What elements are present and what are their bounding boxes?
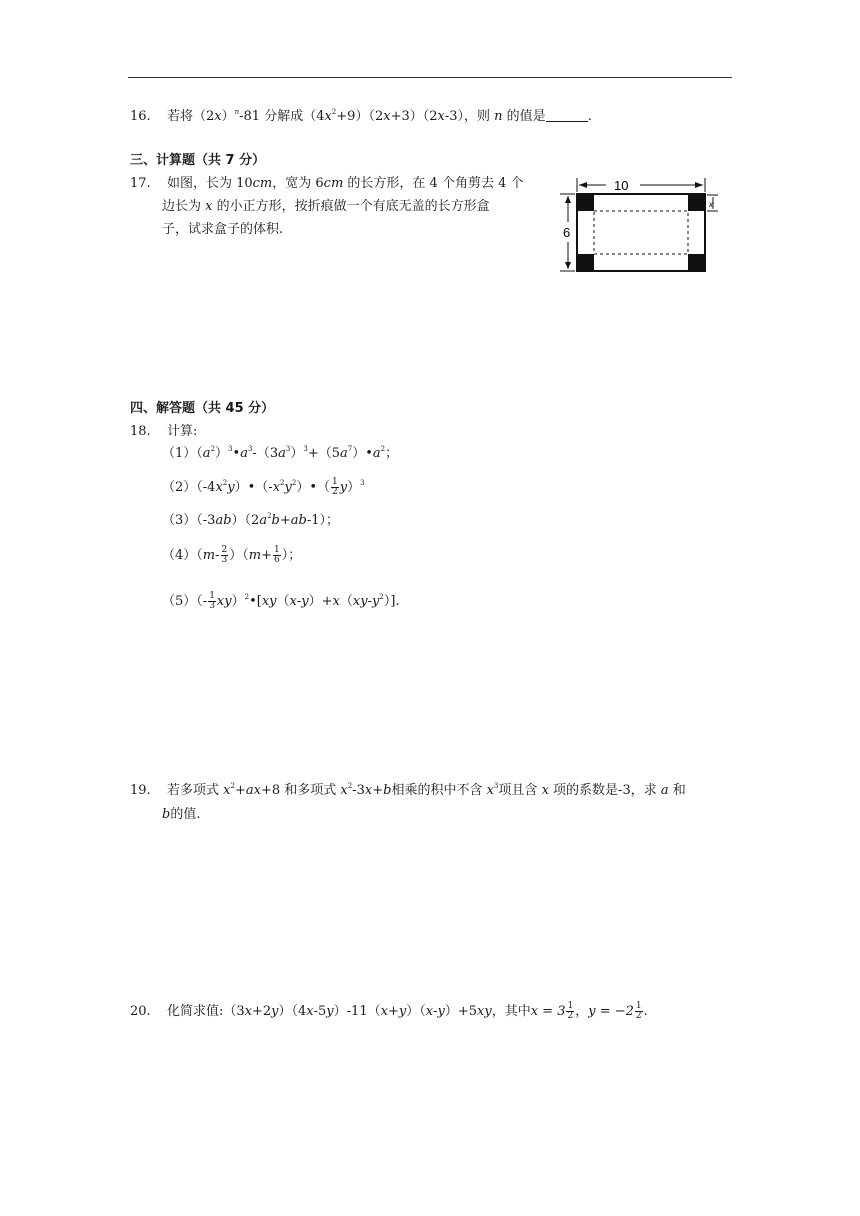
- section-3-heading: 三、计算题（共 7 分）: [130, 153, 266, 168]
- question-number: 18.: [130, 424, 151, 439]
- question-number: 17.: [130, 176, 151, 191]
- fraction: $\frac{1}{2}$: [332, 477, 338, 497]
- question-16: 16. 若将$(2x)^n-81$ 分解成$(4x^2+9)(2x+3)(2x-3)$，则 n 的值是 .: [130, 108, 592, 124]
- question-18: 18. 计算:: [130, 424, 198, 439]
- question-18-part-1: $(1)(a^2)^3•a^3-(3a^3)^3+(5a^7)•a^2$；: [162, 445, 399, 461]
- question-17-line-2: 边长为 x 的小正方形，按折痕做一个有底无盖的长方形盒: [162, 199, 490, 214]
- question-17-line-3: 子，试求盒子的体积.: [162, 222, 284, 237]
- question-number: 16.: [130, 109, 151, 124]
- question-17-line-1: 17. 如图，长为 10cm，宽为 6cm 的长方形，在 4 个角剪去 4 个: [130, 176, 524, 191]
- fraction: $\frac{1}{2}$: [567, 1001, 574, 1021]
- width-label: 10: [614, 178, 629, 193]
- question-18-part-2: $(2)(-4x^2y)•(-x^2y^2)•$（ $\frac{1}{2}$ y）$^3$: [162, 477, 365, 497]
- height-label: 6: [563, 225, 571, 240]
- question-20: 20. 化简求值:（3x+2y）（4x-5y）-11（x+y）（x-y）+5xy，其中x = 3 $\frac{1}{2}$ ，y = −2 $\frac{1}{2}$ .: [130, 1001, 648, 1021]
- section-4-heading: 四、解答题（共 45 分）: [130, 401, 275, 416]
- question-19-line-2: b的值.: [162, 807, 201, 822]
- question-18-part-3: $(3)(-3ab)(2a^2b+ab-1)$；: [162, 512, 340, 528]
- fraction: $\frac{1}{2}$: [635, 1001, 642, 1021]
- question-number: 19.: [130, 783, 151, 798]
- question-number: 20.: [130, 1004, 151, 1019]
- fraction: $\frac{1}{6}$: [274, 545, 280, 565]
- question-18-part-4: （4）（m- $\frac{2}{3}$ ）（m+ $\frac{1}{6}$ ）；: [162, 545, 302, 565]
- header-rule: [128, 77, 732, 78]
- question-18-part-5: （5）（- $\frac{1}{3}$ $xy)^2•[xy(x-y)+x(xy-y^2)]$.: [162, 591, 400, 611]
- box-net-figure: [558, 170, 724, 276]
- corner-label: x: [709, 200, 713, 209]
- question-19-line-1: 19. 若多项式 $x^2+ax+8$ 和多项式 $x^2-3x+b$相乘的积中不含 $x^3$项且含 x 项的系数是-3，求 a 和: [130, 782, 686, 798]
- fraction: $\frac{2}{3}$: [221, 545, 228, 565]
- answer-blank: [546, 109, 588, 122]
- fraction: $\frac{1}{3}$: [209, 591, 215, 611]
